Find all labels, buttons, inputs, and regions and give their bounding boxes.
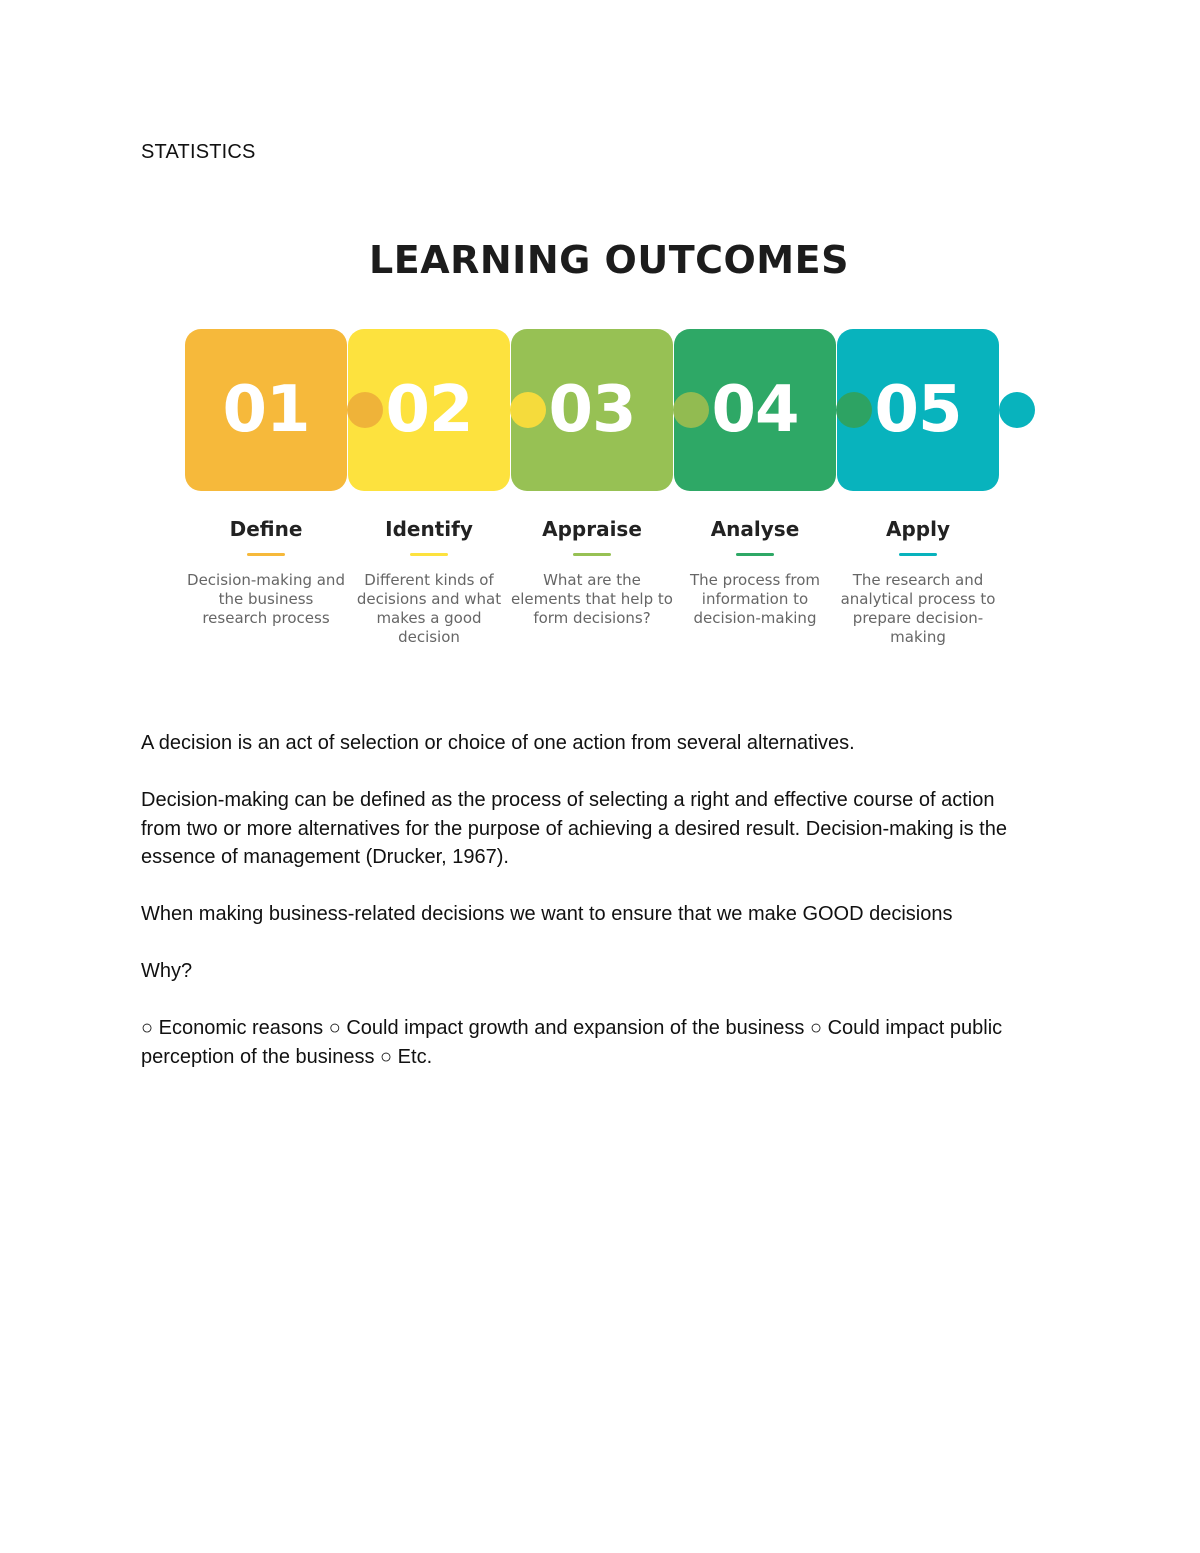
- paragraph-decision-making: Decision-making can be defined as the process of selecting a right and effective course of action from two or more alternatives for the purpose of achieving a desired result. Decision-making is the essence of management (Drucker, 1967).: [141, 789, 1007, 869]
- step-underline-5: [899, 553, 937, 556]
- paragraph-why: Why?: [141, 960, 193, 982]
- step-underline-2: [410, 553, 448, 556]
- step-number-3: 03: [548, 373, 636, 447]
- step-number-1: 01: [222, 373, 310, 447]
- puzzle-connector-4: [836, 392, 872, 428]
- step-underline-1: [247, 553, 285, 556]
- step-description-4: The process from information to decision-making: [690, 571, 820, 627]
- step-description-2: Different kinds of decisions and what makes a good decision: [356, 571, 502, 646]
- puzzle-connector-2: [510, 392, 546, 428]
- puzzle-connector-1: [347, 392, 383, 428]
- step-underline-3: [573, 553, 611, 556]
- document-title: STATISTICS: [141, 141, 256, 163]
- step-description-5: The research and analytical process to prepare decision-making: [840, 571, 996, 646]
- step-number-4: 04: [711, 373, 799, 447]
- step-number-2: 02: [385, 373, 473, 447]
- step-tile-1: [185, 329, 347, 491]
- paragraph-decision-definition: A decision is an act of selection or choice of one action from several alternatives.: [141, 732, 855, 754]
- paragraph-good-decisions: When making business-related decisions we want to ensure that we make GOOD decisions: [141, 903, 953, 925]
- step-underline-4: [736, 553, 774, 556]
- puzzle-connector-5: [999, 392, 1035, 428]
- step-description-3: What are the elements that help to form decisions?: [511, 571, 673, 627]
- step-title-5: Apply: [885, 517, 950, 541]
- step-title-1: Define: [229, 517, 303, 541]
- puzzle-connector-3: [673, 392, 709, 428]
- step-title-3: Appraise: [542, 517, 642, 541]
- step-title-2: Identify: [385, 517, 473, 541]
- step-title-4: Analyse: [710, 517, 800, 541]
- step-description-1: Decision-making and the business research process: [187, 571, 345, 627]
- infographic-title: LEARNING OUTCOMES: [369, 238, 849, 282]
- learning-outcomes-infographic: [150, 225, 1050, 655]
- step-number-5: 05: [874, 373, 962, 447]
- paragraph-reasons-list: ○ Economic reasons ○ Could impact growth and expansion of the business ○ Could impact public perception of the business ○ Etc.: [141, 1017, 1003, 1068]
